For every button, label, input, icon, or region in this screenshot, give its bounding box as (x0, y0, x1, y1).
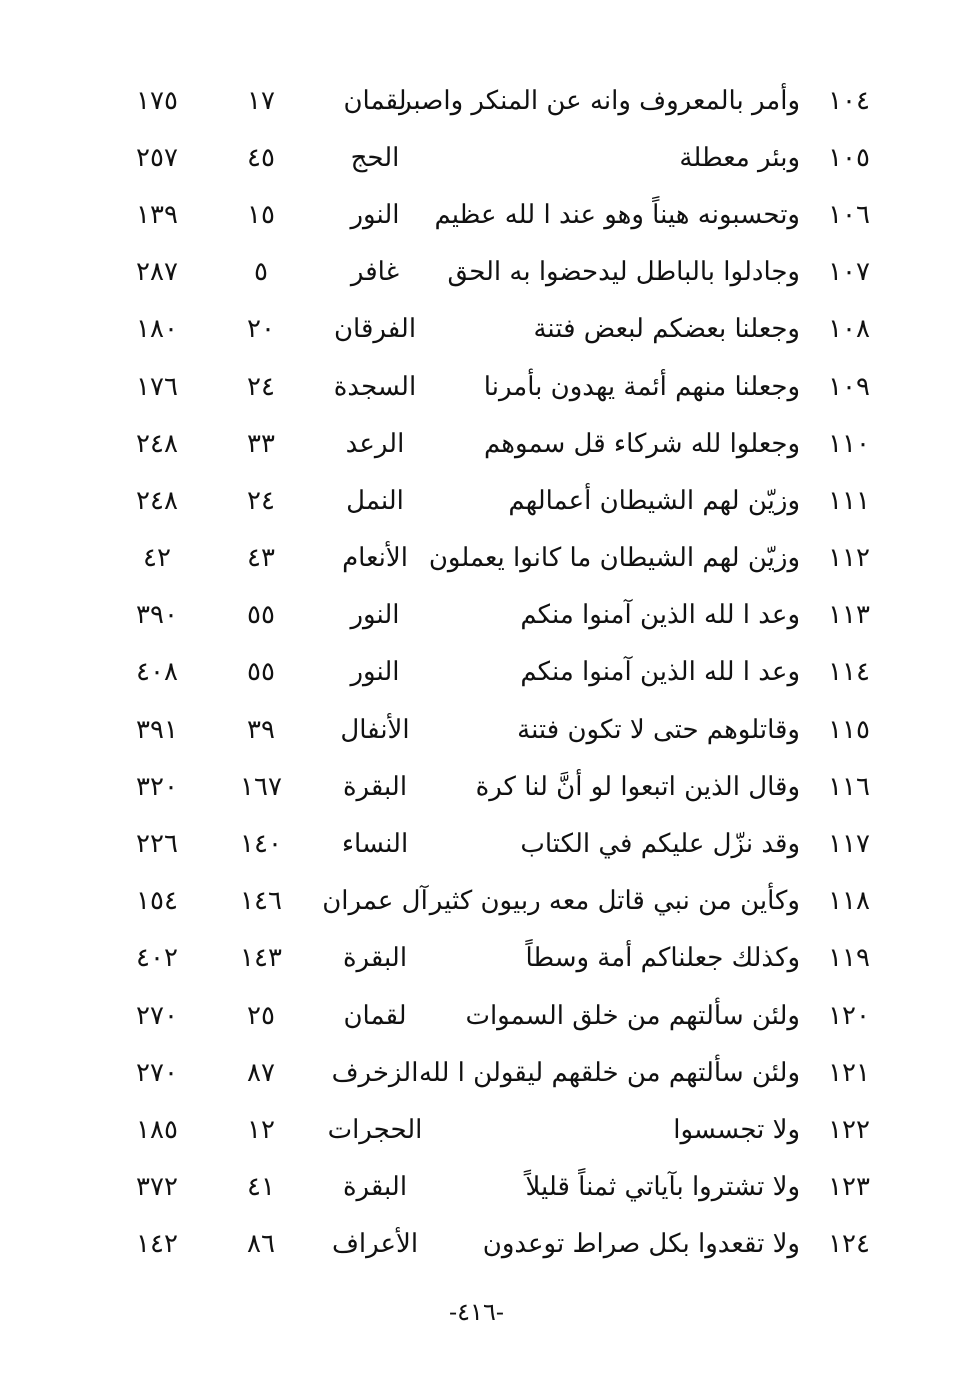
page-reference: ١٧٦ (136, 371, 178, 402)
entry-number: ١١٩ (828, 943, 870, 974)
entry-number: ١٢٢ (828, 1114, 870, 1145)
verse-phrase: وزيّن لهم الشيطان أعمالهم (508, 485, 800, 516)
surah-name: النور (350, 657, 400, 688)
entry-number: ١١٤ (828, 657, 870, 688)
verse-phrase: وجادلوا بالباطل ليدحضوا به الحق (447, 257, 800, 288)
verse-phrase: وتحسبونه هيناً وهو عند ا لله عظيم (434, 199, 800, 230)
page-reference: ٤٢ (143, 543, 171, 574)
page-reference: ١٧٥ (136, 85, 178, 116)
ayah-number: ٣٩ (247, 714, 275, 745)
entry-number: ١٢٣ (828, 1172, 870, 1203)
ayah-number: ٢٤ (247, 485, 275, 516)
verse-entry (440, 1000, 870, 1031)
verse-entry (434, 199, 870, 230)
index-row (80, 415, 870, 472)
page-reference: ١٤٢ (136, 1229, 178, 1260)
index-row (80, 930, 870, 987)
verse-entry (440, 371, 870, 402)
verse-phrase: ولا تجسسوا (673, 1114, 800, 1145)
index-row (80, 987, 870, 1044)
index-row (80, 530, 870, 587)
page-reference: ١٨٠ (136, 314, 178, 345)
surah-name: الحج (350, 142, 400, 173)
verse-phrase: وزيّن لهم الشيطان ما كانوا يعملون (428, 543, 800, 574)
verse-entry (440, 829, 870, 860)
ayah-number: ٥٥ (247, 657, 275, 688)
verse-entry (440, 1229, 870, 1260)
surah-name: الأنعام (342, 543, 408, 574)
index-row (80, 1101, 870, 1158)
verse-entry (440, 257, 870, 288)
ayah-number: ٢٥ (247, 1000, 275, 1031)
surah-name: الرعد (345, 428, 405, 459)
ayah-number: ١٤٦ (240, 886, 282, 917)
verse-phrase: وجعلوا لله شركاء قل سموهم (484, 428, 800, 459)
surah-name: السجدة (333, 371, 417, 402)
index-row (80, 1044, 870, 1101)
surah-name: الأعراف (331, 1229, 419, 1260)
entry-number: ١١٢ (828, 543, 870, 574)
ayah-number: ٢٤ (247, 371, 275, 402)
surah-name: البقرة (342, 943, 408, 974)
verse-entry (440, 1114, 870, 1145)
page-reference: ٢٨٧ (136, 257, 178, 288)
ayah-number: ٤٣ (247, 543, 275, 574)
ayah-number: ٣٣ (247, 428, 275, 459)
entry-number: ١١٠ (828, 428, 870, 459)
index-row (80, 472, 870, 529)
index-row (80, 1159, 870, 1216)
verse-phrase: وبئر معطلة (679, 142, 800, 173)
surah-name: البقرة (342, 771, 408, 802)
index-row (80, 587, 870, 644)
verse-entry (440, 142, 870, 173)
verse-entry (429, 886, 870, 917)
verse-phrase: وأمر بالمعروف وانه عن المنكر واصبر (399, 85, 800, 116)
verse-phrase: وجعلنا بعضكم لبعض فتنة (533, 314, 800, 345)
page-reference: ٣٩٠ (136, 600, 178, 631)
index-row (80, 815, 870, 872)
surah-name: النساء (341, 829, 409, 860)
verse-entry (440, 485, 870, 516)
verse-phrase: وقد نزّل عليكم في الكتاب (520, 829, 800, 860)
entry-number: ١٠٨ (828, 314, 870, 345)
entry-number: ١٠٦ (828, 199, 870, 230)
page-reference: ٤٠٢ (136, 943, 178, 974)
entry-number: ١٠٧ (828, 257, 870, 288)
surah-name: لقمان (343, 85, 407, 116)
verse-entry (440, 314, 870, 345)
verse-phrase: وقال الذين اتبعوا لو أنَّ لنا كرة (475, 771, 800, 802)
ayah-number: ١٥ (247, 199, 275, 230)
index-row (80, 1216, 870, 1273)
verse-phrase: وكأين من نبي قاتل معه ربيون كثير (429, 886, 800, 917)
surah-name: غافر (350, 257, 400, 288)
verse-entry (440, 714, 870, 745)
ayah-number: ١٤٠ (240, 829, 282, 860)
verse-phrase: ولئن سألتهم من خلق السموات (465, 1000, 800, 1031)
entry-number: ١٢٠ (828, 1000, 870, 1031)
ayah-number: ٥ (254, 257, 268, 288)
index-row (80, 358, 870, 415)
surah-name: الحجرات (327, 1114, 423, 1145)
ayah-number: ٢٠ (247, 314, 275, 345)
surah-name: النور (350, 600, 400, 631)
index-row (80, 244, 870, 301)
page-reference: ٢٧٠ (136, 1000, 178, 1031)
verse-entry (440, 943, 870, 974)
entry-number: ١١٥ (828, 714, 870, 745)
surah-name: لقمان (343, 1000, 407, 1031)
entry-number: ١٠٤ (828, 85, 870, 116)
verse-phrase: ولا تقعدوا بكل صراط توعدون (482, 1229, 800, 1260)
surah-name: آل عمران (322, 886, 428, 917)
page-reference: ٣٢٠ (136, 771, 178, 802)
verse-entry (418, 1057, 870, 1088)
page-reference: ١٣٩ (136, 199, 178, 230)
index-row (80, 72, 870, 129)
ayah-number: ١٧ (247, 85, 275, 116)
entry-number: ١٠٩ (828, 371, 870, 402)
index-row (80, 186, 870, 243)
index-row (80, 644, 870, 701)
entry-number: ١١١ (828, 485, 870, 516)
page-reference: ٤٠٨ (136, 657, 178, 688)
verse-entry (428, 543, 870, 574)
verse-phrase: وقاتلوهم حتى لا تكون فتنة (517, 714, 800, 745)
ayah-number: ٤٥ (247, 142, 275, 173)
index-row (80, 701, 870, 758)
ayah-number: ٥٥ (247, 600, 275, 631)
page-reference: ٣٧٢ (136, 1172, 178, 1203)
surah-name: الزخرف (331, 1057, 419, 1088)
verse-entry (440, 428, 870, 459)
index-row (80, 129, 870, 186)
ayah-number: ١٤٣ (240, 943, 282, 974)
page-reference: ٢٤٨ (136, 428, 178, 459)
verse-entry (440, 1172, 870, 1203)
entry-number: ١١٧ (828, 829, 870, 860)
ayah-number: ٨٧ (247, 1057, 275, 1088)
entry-number: ١١٣ (828, 600, 870, 631)
entry-number: ١٢٤ (828, 1229, 870, 1260)
page-reference: ١٥٤ (136, 886, 178, 917)
page-reference: ٢٧٠ (136, 1057, 178, 1088)
verse-phrase: وعد ا لله الذين آمنوا منكم (520, 600, 800, 631)
entry-number: ١١٦ (828, 771, 870, 802)
page-number: -٤١٦- (449, 1298, 504, 1326)
index-row (80, 873, 870, 930)
entry-number: ١٠٥ (828, 142, 870, 173)
surah-name: النور (350, 199, 400, 230)
verse-phrase: وجعلنا منهم أئمة يهدون بأمرنا (483, 371, 800, 402)
verse-phrase: ولا تشتروا بآياتي ثمناً قليلاً (525, 1172, 800, 1203)
verse-entry (440, 657, 870, 688)
verse-phrase: ولئن سألتهم من خلقهم ليقولن ا لله (418, 1057, 800, 1088)
verse-entry (440, 600, 870, 631)
verse-phrase: وعد ا لله الذين آمنوا منكم (520, 657, 800, 688)
ayah-number: ٤١ (247, 1172, 275, 1203)
verse-entry (440, 771, 870, 802)
verse-phrase: وكذلك جعلناكم أمة وسطاً (525, 943, 800, 974)
ayah-number: ٨٦ (247, 1229, 275, 1260)
page-reference: ٢٢٦ (136, 829, 178, 860)
surah-name: النمل (346, 485, 404, 516)
surah-name: البقرة (342, 1172, 408, 1203)
verse-entry (399, 85, 870, 116)
surah-name: الأنفال (340, 714, 410, 745)
surah-name: الفرقان (333, 314, 417, 345)
index-row (80, 758, 870, 815)
ayah-number: ١٢ (247, 1114, 275, 1145)
verse-index-table (80, 72, 870, 1273)
page-reference: ٣٩١ (136, 714, 178, 745)
entry-number: ١٢١ (828, 1057, 870, 1088)
entry-number: ١١٨ (828, 886, 870, 917)
page-reference: ١٨٥ (136, 1114, 178, 1145)
page-reference: ٢٥٧ (136, 142, 178, 173)
page-reference: ٢٤٨ (136, 485, 178, 516)
index-row (80, 301, 870, 358)
ayah-number: ١٦٧ (240, 771, 282, 802)
